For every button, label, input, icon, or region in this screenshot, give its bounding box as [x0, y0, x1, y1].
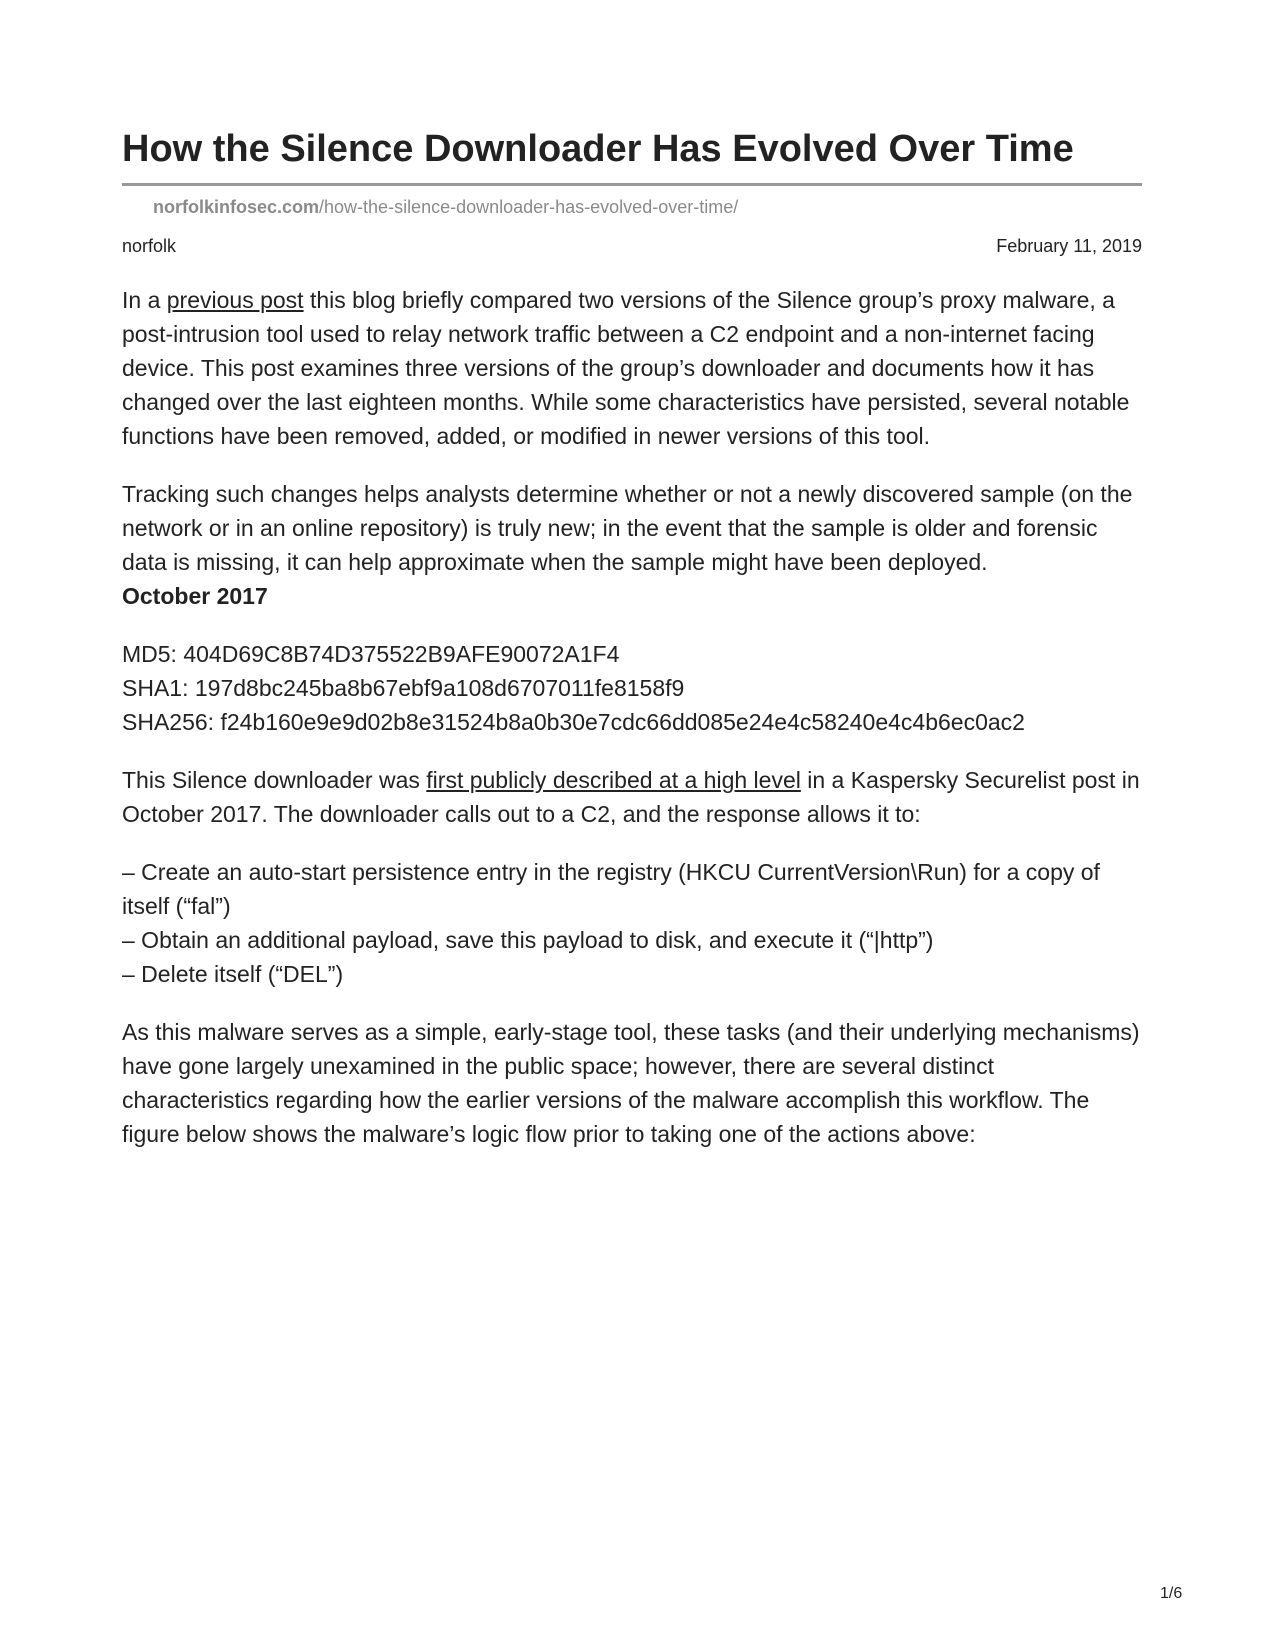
task-item-persistence: – Create an auto-start persistence entry in the registry (HKCU CurrentVersion\Run) for a copy of itself (“fal”): [122, 859, 1100, 919]
source-url-path: /how-the-silence-downloader-has-evolved-over-time/: [319, 197, 739, 217]
article-date: February 11, 2019: [996, 236, 1142, 256]
previous-post-link[interactable]: previous post: [166, 287, 304, 313]
hash-list: [122, 637, 1147, 739]
page-number: 1/6: [1160, 1585, 1183, 1602]
paragraph-kaspersky-end: in a Kaspersky Securelist post in October 2017. The downloader calls out to a C2, and the response allows it to:: [122, 767, 1140, 827]
paragraph-intro: [122, 283, 1147, 453]
article-title: How the Silence Downloader Has Evolved Over Time: [122, 128, 1074, 170]
securelist-link[interactable]: first publicly described at a high level: [426, 767, 801, 793]
hash-sha1: SHA1: 197d8bc245ba8b67ebf9a108d6707011fe8158f9: [122, 675, 685, 701]
task-item-delete: – Delete itself (“DEL”): [122, 961, 344, 987]
task-list: [122, 855, 1147, 991]
paragraph-intro-end: this blog briefly compared two versions of the Silence group’s proxy malware, a post-intrusion tool used to relay network traffic between a C2 endpoint and a non-internet facing device. This post examines three versions of the group’s downloader and documents how it has changed over the last eighteen months. While some characteristics have persisted, several notable functions have been removed, added, or modified in newer versions of this tool.: [122, 287, 1130, 449]
section-heading-october-2017: October 2017: [122, 583, 268, 609]
article-author: norfolk: [122, 236, 177, 256]
paragraph-tracking: Tracking such changes helps analysts determine whether or not a newly discovered sample (on the network or in an online repository) is truly new; in the event that the sample is older and forensic data is missing, it can help approximate when the sample might have been deployed.: [122, 481, 1133, 575]
source-url[interactable]: [153, 196, 738, 218]
paragraph-intro-start: In a: [122, 287, 167, 313]
paragraph-logic-flow: As this malware serves as a simple, early-stage tool, these tasks (and their underlying mechanisms) have gone largely unexamined in the public space; however, there are several distinct characteristics regarding how the earlier versions of the malware accomplish this workflow. The figure below shows the malware’s logic flow prior to taking one of the actions above:: [122, 1019, 1140, 1147]
hash-md5: MD5: 404D69C8B74D375522B9AFE90072A1F4: [122, 641, 620, 667]
paragraph-kaspersky: [122, 763, 1147, 831]
article-body: [122, 283, 1147, 1175]
title-divider: [122, 183, 1142, 186]
paragraph-kaspersky-start: This Silence downloader was: [122, 767, 427, 793]
source-url-domain: norfolkinfosec.com: [153, 197, 320, 217]
task-item-payload: – Obtain an additional payload, save this payload to disk, and execute it (“|http”): [122, 927, 934, 953]
hash-sha256: SHA256: f24b160e9e9d02b8e31524b8a0b30e7cdc66dd085e24e4c58240e4c4b6ec0ac2: [122, 709, 1025, 735]
